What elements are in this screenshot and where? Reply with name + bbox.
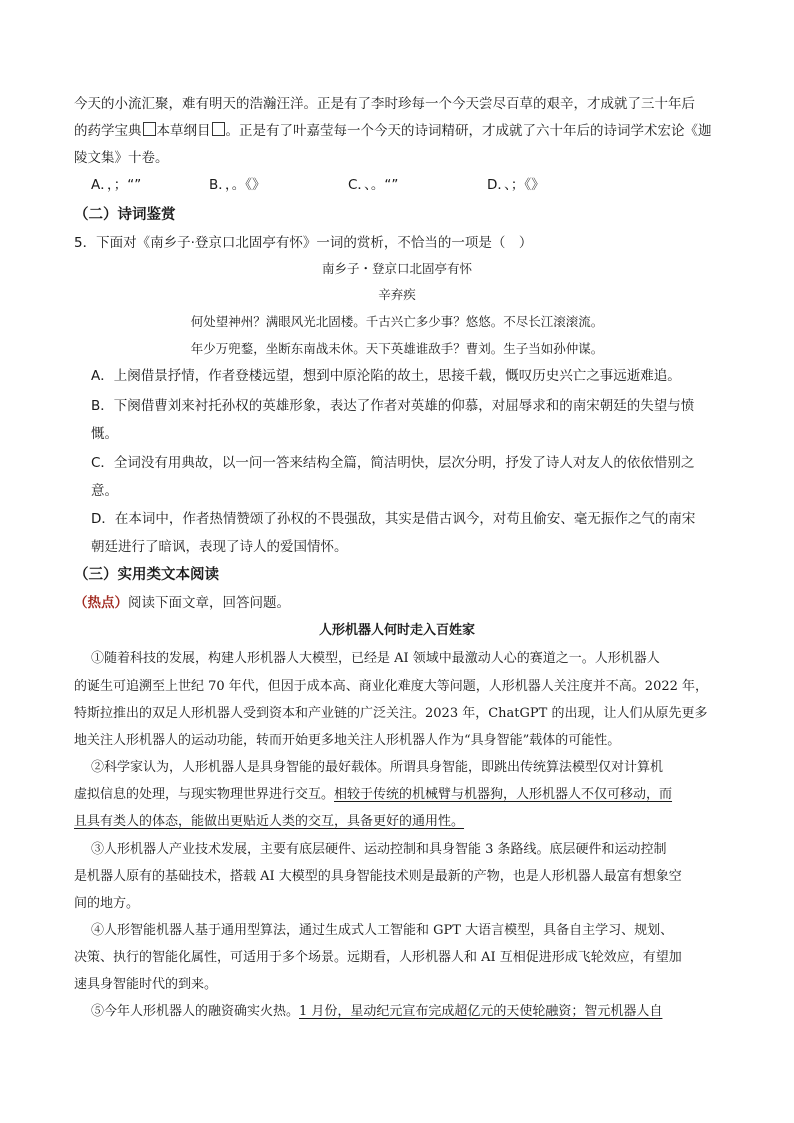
underlined-sentence-1: 相较于传统的机械臂与机器狗，人形机器人不仅可移动，而 [334,787,673,802]
paragraph-3-line-1: ③人形机器人产业技术发展，主要有底层硬件、运动控制和具身智能 3 条路线。底层硬件和运动控制 [91,842,667,857]
q4-line-2-b: 本草纲目 [156,123,211,139]
paragraph-3-line-3: 间的地方。 [74,896,140,911]
q5-option-d-line-2: 朝廷进行了暗讽，表现了诗人的爱国情怀。 [91,539,348,555]
paragraph-1-line-3: 特斯拉推出的双足人形机器人受到资本和产业链的广泛关注。2023 年，ChatGPT 的出现，让人们从原先更多 [74,706,708,721]
q5-stem: 5．下面对《南乡子·登京口北固亭有怀》一词的赏析，不恰当的一项是（ ） [74,235,533,251]
q4-line-2-c: 。正是有了叶嘉莹每一个今天的诗词精研，才成就了六十年后的诗词学术宏论《迦 [225,123,712,139]
q4-option-a[interactable]: A．，；“” [91,177,142,193]
q4-line-3: 陵文集》十卷。 [74,150,169,166]
hot-topic-tag: （热点） [74,595,128,611]
q4-option-d[interactable]: D．、；《》 [487,177,545,193]
paragraph-5-line-1-a: ⑤今年人形机器人的融资确实火热。 [91,1004,300,1019]
paragraph-2-line-2-a: 虚拟信息的处理，与现实物理世界进行交互。 [74,787,335,802]
paragraph-2-line-2 [74,785,672,805]
reading-instruction [74,593,290,613]
q4-option-c[interactable]: C．、。“” [348,177,399,193]
q5-option-a[interactable]: A．上阕借景抒情，作者登楼远望，想到中原沦陷的故土，思接千载，慨叹历史兴亡之事远逝难追。 [91,368,681,384]
paragraph-4-line-1: ④人形智能机器人基于通用型算法，通过生成式人工智能和 GPT 大语言模型，具备自主学习、规划、 [91,923,674,938]
q4-option-b[interactable]: B．，。《》 [209,177,266,193]
poem-line-1: 何处望神州？满眼风光北固楼。千古兴亡多少事？悠悠。不尽长江滚滚流。 [190,314,604,329]
paragraph-2-line-3: 且具有类人的体态，能做出更贴近人类的交互，具备更好的通用性。 [74,814,465,829]
poem-title: 南乡子・登京口北固亭有怀 [321,261,472,276]
section-2-title: （二）诗词鉴赏 [74,207,176,223]
section-3-title: （三）实用类文本阅读 [74,567,219,583]
article-title: 人形机器人何时走入百姓家 [318,623,475,638]
paragraph-4-line-2: 决策、执行的智能化属性，可适用于多个场景。远期看，人形机器人和 AI 互相促进形成飞轮效应，有望加 [74,950,682,965]
paragraph-2-line-1: ②科学家认为，人形机器人是具身智能的最好载体。所谓具身智能，即跳出传统算法模型仅对计算机 [91,760,664,775]
q5-option-c-line-2: 意。 [91,483,118,499]
paragraph-1-line-2: 的诞生可追溯至上世纪 70 年代，但因于成本高、商业化难度大等问题，人形机器人关注度并不高。2022 年， [74,679,709,694]
paragraph-4-line-3: 速具身智能时代的到来。 [74,977,218,992]
paragraph-5-line-1 [91,1002,662,1022]
paragraph-3-line-2: 是机器人原有的基础技术，搭载 AI 大模型的具身智能技术则是最新的产物，也是人形机器人最富有想象空 [74,869,682,884]
blank-box-1 [143,122,156,136]
q5-option-d-line-1[interactable]: D．在本词中，作者热情赞颂了孙权的不畏强敌，其实是借古讽今，对苟且偷安、毫无振作之气的南宋 [91,511,696,527]
q4-line-2-a: 的药学宝典 [74,123,142,139]
q5-option-b-line-2: 慨。 [91,426,118,442]
q4-line-1: 今天的小流汇聚，难有明天的浩瀚汪洋。正是有了李时珍每一个今天尝尽百草的艰辛，才成就了三十年后 [74,96,695,112]
blank-box-2 [212,122,225,136]
q4-line-2 [74,121,712,141]
paragraph-1-line-1: ①随着科技的发展，构建人形机器人大模型，已经是 AI 领域中最激动人心的赛道之一。人形机器人 [91,651,660,666]
paragraph-1-line-4: 地关注人形机器人的运动功能，转而开始更多地关注人形机器人作为“具身智能”载体的可能性。 [74,733,621,748]
q5-option-c-line-1[interactable]: C．全词没有用典故，以一问一答来结构全篇，简洁明快，层次分明，抒发了诗人对友人的依依惜别之 [91,455,695,471]
reading-instruction-text: 阅读下面文章，回答问题。 [128,595,290,611]
poem-author: 辛弃疾 [378,287,416,302]
poem-line-2: 年少万兜鍪，坐断东南战未休。天下英雄谁敌手？曹刘。生子当如孙仲谋。 [190,341,604,356]
q5-option-b-line-1[interactable]: B．下阕借曹刘来衬托孙权的英雄形象，表达了作者对英雄的仰慕，对屈辱求和的南宋朝廷的失望与愤 [91,398,695,414]
underlined-sentence-2: 1 月份，星动纪元宣布完成超亿元的天使轮融资；智元机器人自 [299,1004,663,1019]
